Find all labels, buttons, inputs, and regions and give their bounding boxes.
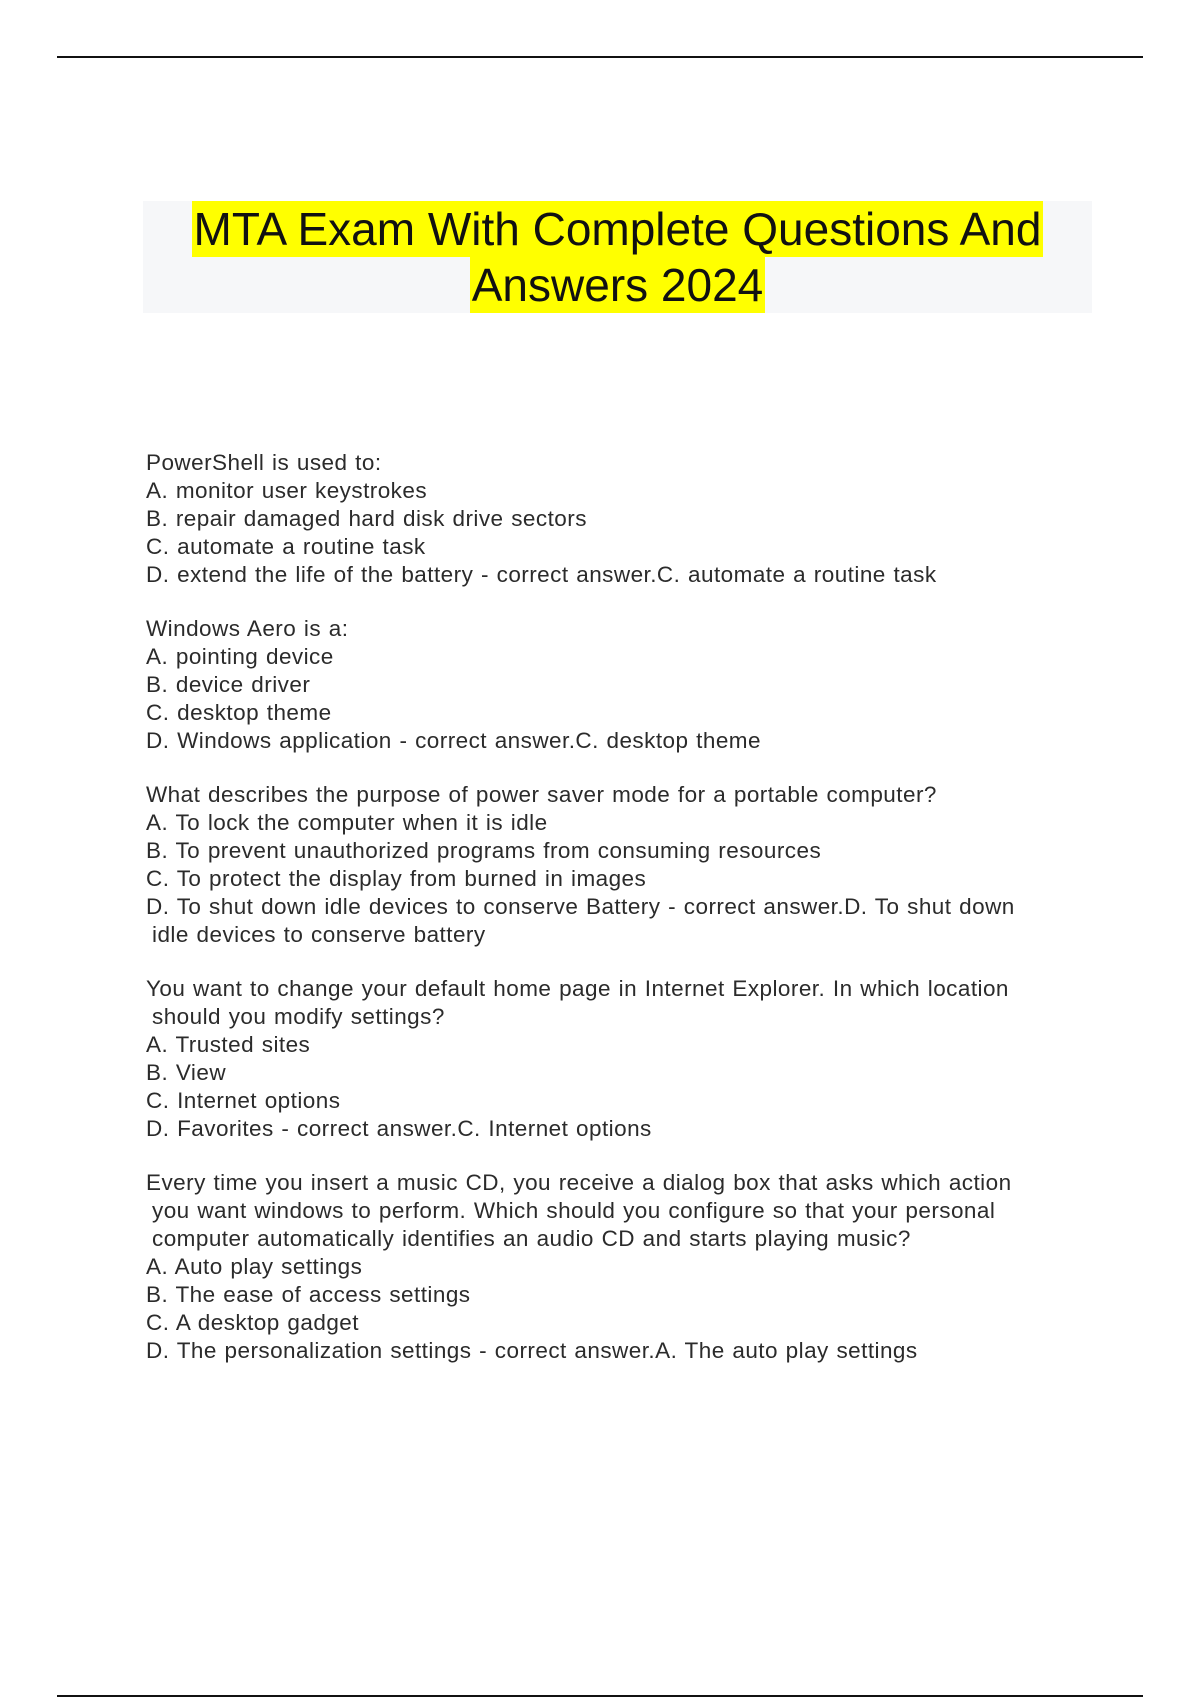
answer-option: B. View bbox=[146, 1060, 227, 1085]
answer-option: C. A desktop gadget bbox=[146, 1310, 359, 1335]
question-block bbox=[146, 615, 1086, 755]
title-line-1: MTA Exam With Complete Questions And bbox=[193, 203, 1042, 255]
answer-option-with-correct-answer: D. Windows application - correct answer.C. desktop theme bbox=[146, 728, 761, 753]
answer-option-with-correct-answer: D. extend the life of the battery - correct answer.C. automate a routine task bbox=[146, 562, 937, 587]
question-block bbox=[146, 975, 1086, 1143]
answer-option-with-correct-answer: D. To shut down idle devices to conserve Battery - correct answer.D. To shut down bbox=[146, 894, 1015, 919]
answer-option-with-correct-answer: D. Favorites - correct answer.C. Internet options bbox=[146, 1116, 652, 1141]
question-text-continuation: should you modify settings? bbox=[152, 1004, 445, 1029]
question-text: Windows Aero is a: bbox=[146, 616, 349, 641]
question-text-continuation: computer automatically identifies an audio CD and starts playing music? bbox=[152, 1226, 911, 1251]
title-line-2: Answers 2024 bbox=[471, 259, 764, 311]
answer-option: C. To protect the display from burned in images bbox=[146, 866, 647, 891]
answer-option: A. Trusted sites bbox=[146, 1032, 311, 1057]
bottom-rule bbox=[57, 1695, 1143, 1697]
question-text: PowerShell is used to: bbox=[146, 450, 382, 475]
question-block bbox=[146, 449, 1086, 589]
answer-option: A. monitor user keystrokes bbox=[146, 478, 428, 503]
question-text: You want to change your default home page in Internet Explorer. In which location bbox=[146, 976, 1009, 1001]
top-rule bbox=[57, 56, 1143, 58]
answer-option: C. desktop theme bbox=[146, 700, 332, 725]
correct-answer-continuation: idle devices to conserve battery bbox=[152, 922, 486, 947]
answer-option: B. device driver bbox=[146, 672, 311, 697]
answer-option: B. The ease of access settings bbox=[146, 1282, 471, 1307]
answer-option: C. automate a routine task bbox=[146, 534, 426, 559]
document-title bbox=[143, 201, 1092, 313]
answer-option: A. To lock the computer when it is idle bbox=[146, 810, 548, 835]
answer-option: C. Internet options bbox=[146, 1088, 341, 1113]
answer-option: B. To prevent unauthorized programs from consuming resources bbox=[146, 838, 822, 863]
question-text: Every time you insert a music CD, you receive a dialog box that asks which action bbox=[146, 1170, 1012, 1195]
question-block bbox=[146, 1169, 1086, 1365]
answer-option: B. repair damaged hard disk drive sectors bbox=[146, 506, 587, 531]
question-text: What describes the purpose of power saver mode for a portable computer? bbox=[146, 782, 937, 807]
answer-option: A. Auto play settings bbox=[146, 1254, 363, 1279]
answer-option: A. pointing device bbox=[146, 644, 334, 669]
answer-option-with-correct-answer: D. The personalization settings - correct answer.A. The auto play settings bbox=[146, 1338, 918, 1363]
question-block bbox=[146, 781, 1086, 949]
question-text-continuation: you want windows to perform. Which should you configure so that your personal bbox=[152, 1198, 996, 1223]
question-list bbox=[146, 449, 1086, 1391]
